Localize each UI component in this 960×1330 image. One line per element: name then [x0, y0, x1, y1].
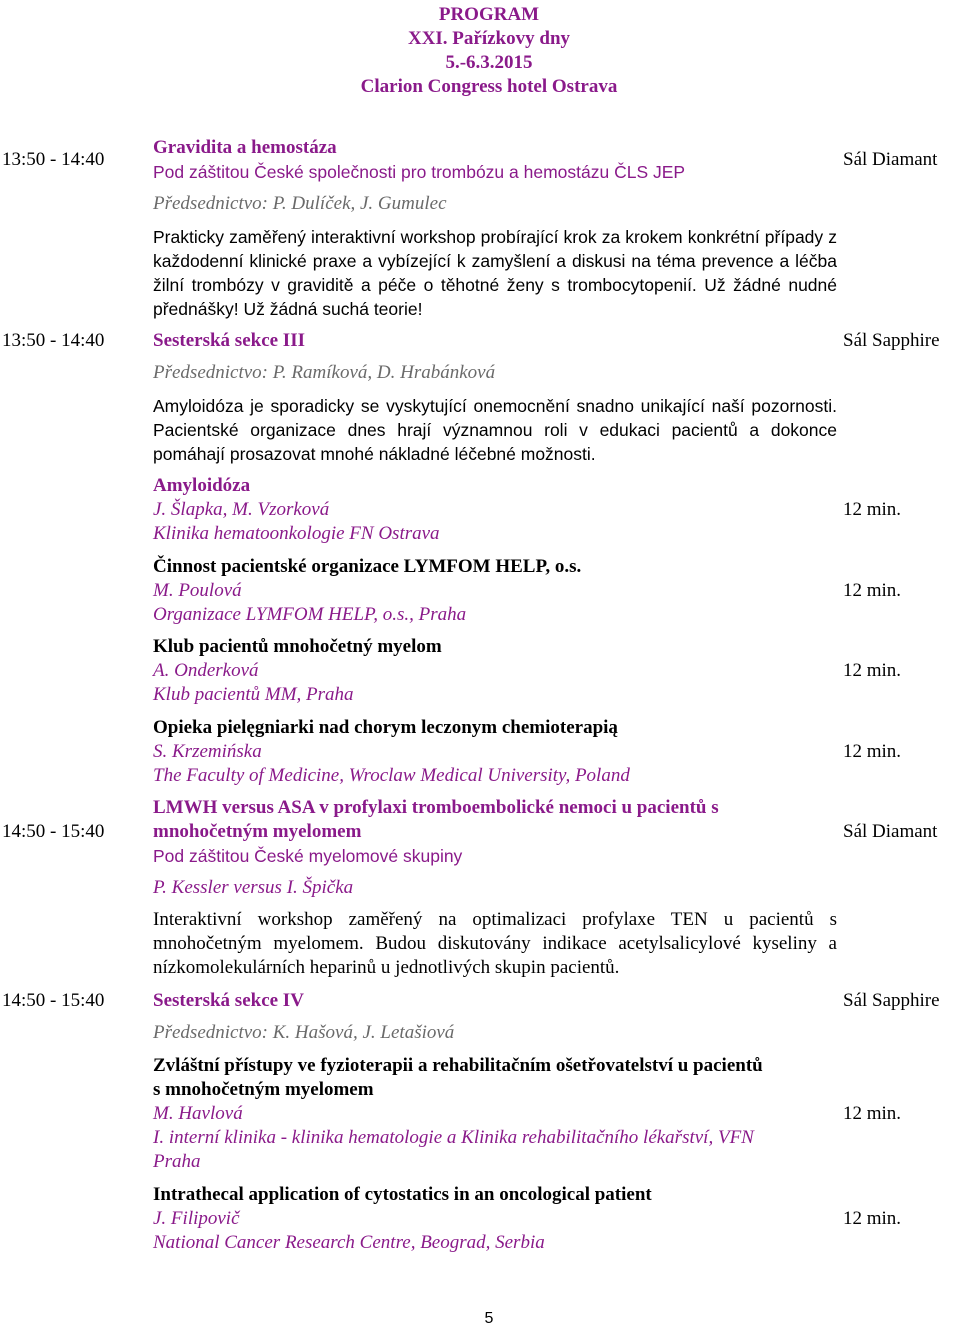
talk-title: Opieka pielęgniarki nad chorym leczonym chemioterapią: [153, 717, 618, 738]
session-room: Sál Diamant: [843, 821, 938, 842]
session-description: Interaktivní workshop zaměřený na optimalizaci profylaxe TEN u pacientů s mnohočetným myelomem. Budou diskutovány indikace acetylsalicylové kyseliny a nízkomolekulárních heparinů u jednotlivých skupin pacientů.: [153, 909, 837, 978]
talk-duration: 12 min.: [843, 741, 902, 762]
talk-title: Činnost pacientské organizace LYMFOM HELP, o.s.: [153, 556, 582, 577]
talk-title: Amyloidóza: [153, 475, 251, 496]
talk-author: M. Havlová: [153, 1103, 243, 1124]
talk-affiliation: The Faculty of Medicine, Wroclaw Medical University, Poland: [153, 765, 630, 786]
session-title: LMWH versus ASA v profylaxi tromboembolické nemoci u pacientů s: [153, 797, 719, 818]
talk-duration: 12 min.: [843, 1103, 902, 1124]
talk-title: Intrathecal application of cytostatics in an oncological patient: [153, 1184, 652, 1205]
session-description: Prakticky zaměřený interaktivní workshop probírající krok za krokem konkrétní případy z každodenní klinické praxe a vybízející k zamyšlení a diskusi na téma prevence a léčba žilní trombózy v graviditě a péče o těhotné ženy s trombocytopenií. Už žádné nudné přednášky! Už žádná suchá teorie!: [153, 227, 837, 319]
event-venue: Clarion Congress hotel Ostrava: [360, 76, 618, 97]
session-time: 13:50 - 14:40: [2, 330, 105, 351]
talk-author: A. Onderková: [153, 660, 259, 681]
talk-affiliation: Klub pacientů MM, Praha: [153, 684, 354, 705]
talk-affiliation-continued: Praha: [153, 1151, 201, 1172]
talk-affiliation: Organizace LYMFOM HELP, o.s., Praha: [153, 604, 467, 625]
session-title: Sesterská sekce III: [153, 330, 305, 351]
talk-affiliation: Klinika hematoonkologie FN Ostrava: [153, 523, 440, 544]
talk-title: Zvláštní přístupy ve fyzioterapii a rehabilitačním ošetřovatelství u pacientů: [153, 1055, 763, 1076]
session-time: 14:50 - 15:40: [2, 990, 105, 1011]
event-dates: 5.-6.3.2015: [445, 52, 533, 73]
talk-duration: 12 min.: [843, 499, 902, 520]
page-number: 5: [484, 1310, 494, 1327]
talk-affiliation: I. interní klinika - klinika hematologie a Klinika rehabilitačního lékařství, VFN: [153, 1127, 754, 1148]
session-room: Sál Sapphire: [843, 990, 940, 1011]
session-title: Sesterská sekce IV: [153, 990, 304, 1011]
session-chairs: Předsednictvo: P. Ramíková, D. Hrabánková: [153, 362, 496, 383]
session-subtitle: Pod záštitou České společnosti pro trombózu a hemostázu ČLS JEP: [153, 162, 686, 182]
session-chairs: Předsednictvo: K. Hašová, J. Letašiová: [153, 1022, 455, 1043]
talk-title-continued: s mnohočetným myelomem: [153, 1079, 374, 1100]
talk-title: Klub pacientů mnohočetný myelom: [153, 636, 442, 657]
session-chairs: P. Kessler versus I. Špička: [153, 877, 354, 898]
talk-author: J. Filipovič: [153, 1208, 240, 1229]
session-subtitle: Pod záštitou České myelomové skupiny: [153, 846, 463, 866]
session-time: 13:50 - 14:40: [2, 149, 105, 170]
session-title: Gravidita a hemostáza: [153, 137, 337, 158]
talk-duration: 12 min.: [843, 580, 902, 601]
talk-duration: 12 min.: [843, 660, 902, 681]
session-chairs: Předsednictvo: P. Dulíček, J. Gumulec: [153, 193, 447, 214]
talk-author: M. Poulová: [153, 580, 242, 601]
talk-duration: 12 min.: [843, 1208, 902, 1229]
session-title-continued: mnohočetným myelomem: [153, 821, 362, 842]
session-room: Sál Sapphire: [843, 330, 940, 351]
session-description: Amyloidóza je sporadicky se vyskytující onemocnění snadno unikající naší pozornosti. Pacientské organizace dnes hrají významnou roli v edukaci pacientů a dokonce pomáhají prosazovat mnohé nákladné léčebné možnosti.: [153, 396, 837, 464]
talk-author: J. Šlapka, M. Vzorková: [153, 499, 330, 520]
talk-affiliation: National Cancer Research Centre, Beograd, Serbia: [153, 1232, 545, 1253]
talk-author: S. Krzemińska: [153, 741, 262, 762]
session-room: Sál Diamant: [843, 149, 938, 170]
session-time: 14:50 - 15:40: [2, 821, 105, 842]
program-title: PROGRAM: [438, 4, 540, 25]
event-name: XXI. Pařízkovy dny: [407, 28, 571, 49]
